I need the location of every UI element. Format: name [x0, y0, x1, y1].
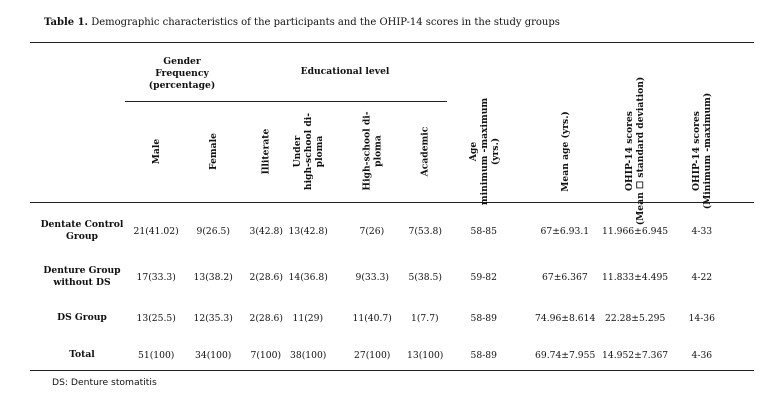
- table-caption-label: Table 1.: [44, 17, 89, 28]
- column-header-line: (yrs.): [489, 137, 501, 165]
- table-cell: 11(29): [292, 312, 324, 324]
- table-cell: 7(26): [359, 225, 385, 237]
- column-header-line: Female: [207, 132, 219, 170]
- table-cell: 9(26.5): [196, 225, 230, 237]
- table-cell: 13(25.5): [136, 312, 176, 324]
- table-footnote: DS: Denture stomatitis: [52, 377, 157, 388]
- column-header-line: High-school di-: [361, 111, 373, 191]
- table-cell: 4-33: [691, 225, 713, 237]
- column-header: [419, 126, 430, 176]
- table-cell: 58-89: [470, 349, 497, 361]
- column-header-line: Mean age (yrs.): [559, 110, 571, 192]
- column-header-line: Under: [291, 135, 303, 167]
- table-cell: 11(40.7): [352, 312, 392, 324]
- table-cell: 14.952±7.367: [602, 349, 669, 361]
- column-header-line: OHIP-14 scores: [624, 111, 636, 191]
- table-cell: 14(36.8): [288, 271, 328, 283]
- table-cell: 17(33.3): [136, 271, 176, 283]
- table-cell: 74.96±8.614: [535, 312, 596, 324]
- table-cell: 58-85: [470, 225, 497, 237]
- table-cell: 67±6.93.1: [540, 225, 590, 237]
- column-header-line: Male: [150, 138, 162, 164]
- table-cell: 21(41.02): [133, 225, 179, 237]
- column-header-line: ploma: [313, 135, 325, 167]
- column-header-line: Age: [467, 141, 479, 161]
- table-cell: 22.28±5.295: [605, 312, 666, 324]
- table-cell: 34(100): [195, 349, 232, 361]
- column-header-line: minimum -maximum: [478, 97, 490, 205]
- column-header-line: Illiterate: [260, 128, 272, 174]
- column-header: [624, 77, 646, 225]
- table-top-rule: [30, 42, 754, 43]
- table-caption: [44, 17, 560, 28]
- table-cell: 51(100): [138, 349, 175, 361]
- table-cell: 14-36: [688, 312, 715, 324]
- table-cell: 11.833±4.495: [602, 271, 669, 283]
- table-cell: 13(38.2): [193, 271, 233, 283]
- table-cell: 69.74±7.955: [535, 349, 596, 361]
- table-cell: 2(28.6): [249, 312, 283, 324]
- table-cell: 13(100): [407, 349, 444, 361]
- column-header: [691, 93, 713, 209]
- column-header-line: OHIP-14 scores: [691, 111, 703, 191]
- column-header: [292, 112, 325, 189]
- column-header-line: (Mean ☐ standard deviation): [635, 76, 647, 226]
- table-cell: 3(42.8): [249, 225, 283, 237]
- education-group-header: Educational level: [300, 66, 390, 77]
- table-cell: 59-82: [470, 271, 497, 283]
- table-cell: 13(42.8): [288, 225, 328, 237]
- group-header-rule: [125, 101, 447, 102]
- table-cell: 58-89: [470, 312, 497, 324]
- column-header: [559, 111, 570, 192]
- column-header-line: high-school di-: [302, 112, 314, 190]
- table-cell: 27(100): [354, 349, 391, 361]
- table-cell: 9(33.3): [355, 271, 389, 283]
- column-header-line: Academic: [419, 126, 431, 176]
- table-cell: 67±6.367: [542, 271, 588, 283]
- column-header: [468, 97, 501, 204]
- table-cell: 7(100): [250, 349, 282, 361]
- table-cell: 1(7.7): [411, 312, 439, 324]
- table-cell: 38(100): [290, 349, 327, 361]
- table-cell: 4-22: [691, 271, 713, 283]
- row-group-label: Total: [69, 349, 95, 360]
- table-cell: 11.966±6.945: [602, 225, 669, 237]
- column-header: [207, 133, 218, 170]
- column-header: [361, 111, 383, 190]
- table-cell: 7(53.8): [408, 225, 442, 237]
- table-cell: 4-36: [691, 349, 713, 361]
- table-cell: 5(38.5): [408, 271, 442, 283]
- row-group-label: DS Group: [57, 312, 107, 323]
- table-cell: 12(35.3): [193, 312, 233, 324]
- table-cell: 2(28.6): [249, 271, 283, 283]
- column-header-line: (Minimum -maximum): [702, 92, 714, 210]
- row-group-label: Denture Group without DS: [43, 265, 121, 288]
- row-group-label: Dentate Control Group: [40, 219, 124, 242]
- column-header: [151, 138, 162, 163]
- column-header-line: ploma: [372, 135, 384, 167]
- gender-group-header: Gender Frequency (percentage): [148, 56, 216, 91]
- table-caption-text: Demographic characteristics of the participants and the OHIP-14 scores in the study groups: [91, 17, 560, 28]
- column-header: [260, 128, 271, 174]
- table-bottom-rule: [30, 370, 754, 371]
